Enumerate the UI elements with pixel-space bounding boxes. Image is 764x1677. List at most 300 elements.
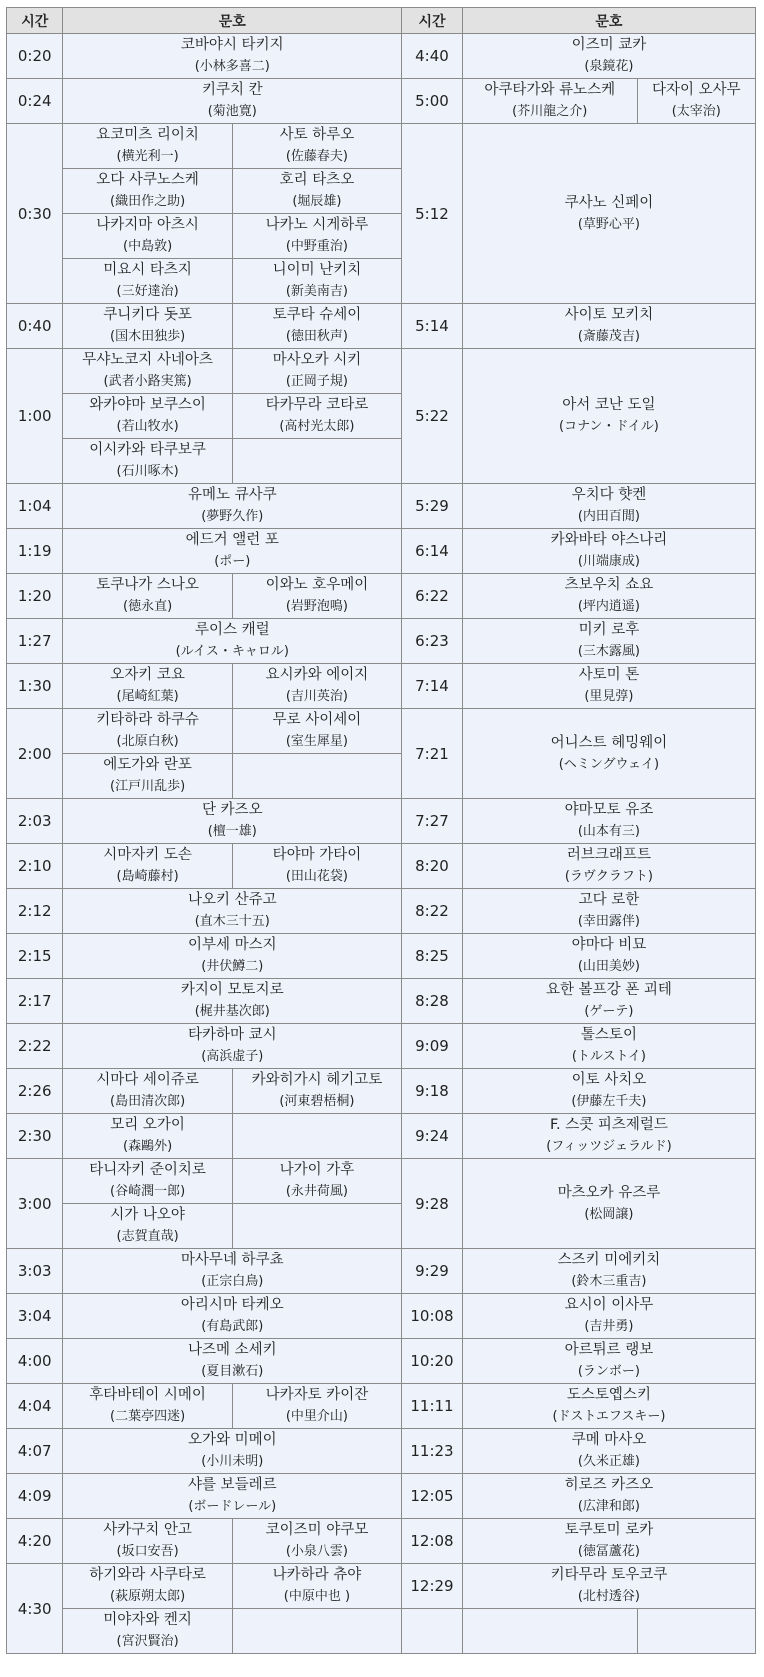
author-cell <box>232 1564 401 1609</box>
author-name: 오자키 코요 <box>110 667 185 683</box>
author-cell <box>63 439 232 484</box>
author-name: 에드거 앨런 포 <box>185 532 279 548</box>
table-row <box>7 1339 756 1384</box>
author-cell <box>63 79 402 124</box>
author-original-name: (室生犀星) <box>285 734 348 749</box>
author-original-name: (松岡譲) <box>584 1206 634 1222</box>
author-cell <box>462 79 637 124</box>
author-cell <box>63 1384 232 1429</box>
time-cell: 4:20 <box>7 1519 63 1564</box>
time-cell: 9:29 <box>402 1249 463 1294</box>
author-cell <box>462 484 755 529</box>
author-original-name: (里見弴) <box>584 689 634 704</box>
time-cell: 11:11 <box>402 1384 463 1429</box>
author-original-name: (内田百閒) <box>577 509 641 524</box>
author-cell <box>63 304 232 349</box>
author-cell <box>63 844 232 889</box>
author-original-name: (川端康成) <box>577 554 641 569</box>
author-name: 키타하라 하쿠슈 <box>96 712 199 728</box>
author-name: F. 스콧 피츠제럴드 <box>549 1117 668 1133</box>
table-row <box>7 79 756 124</box>
time-cell: 1:27 <box>7 619 63 664</box>
time-cell: 4:04 <box>7 1384 63 1429</box>
author-cell <box>63 979 402 1024</box>
author-cell <box>462 709 755 799</box>
author-cell <box>232 349 401 394</box>
time-cell: 9:28 <box>402 1159 463 1249</box>
author-cell <box>63 1069 232 1114</box>
author-name: 나오키 산쥬고 <box>187 892 277 908</box>
author-name: 타야마 가타이 <box>272 847 362 863</box>
author-cell <box>462 1069 755 1114</box>
author-name: 유메노 큐사쿠 <box>187 487 277 503</box>
author-name: 카지이 모토지로 <box>180 982 284 998</box>
author-name: 샤를 보들레르 <box>187 1477 277 1493</box>
author-name: 마사오카 시키 <box>272 352 362 368</box>
table-row <box>7 1474 756 1519</box>
author-original-name: (高村光太郎) <box>279 419 355 434</box>
author-name: 아쿠타가와 류노스케 <box>484 82 616 98</box>
author-cell <box>63 394 232 439</box>
author-original-name: (田山花袋) <box>285 869 348 884</box>
time-cell: 6:23 <box>402 619 463 664</box>
author-cell <box>63 799 402 844</box>
author-name: 오가와 미메이 <box>187 1432 277 1448</box>
author-cell <box>462 1564 755 1609</box>
author-name: 무로 사이세이 <box>272 712 362 728</box>
time-cell: 9:18 <box>402 1069 463 1114</box>
author-schedule-table <box>6 7 756 1654</box>
table-row <box>7 304 756 349</box>
author-cell <box>462 124 755 304</box>
author-name: 시마다 세이쥬로 <box>96 1072 199 1088</box>
author-original-name: (芥川龍之介) <box>512 104 588 119</box>
empty-cell <box>232 1114 401 1159</box>
author-original-name: (久米正雄) <box>577 1454 641 1469</box>
author-original-name: (鈴木三重吉) <box>571 1274 647 1289</box>
author-cell <box>462 1474 755 1519</box>
author-name: 나카자토 카이잔 <box>265 1387 369 1403</box>
time-cell: 4:09 <box>7 1474 63 1519</box>
author-original-name: (ドストエフスキー) <box>552 1409 666 1424</box>
author-name: 요시카와 에이지 <box>265 667 369 683</box>
author-original-name: (ゲーテ) <box>584 1004 634 1019</box>
author-cell <box>63 1024 402 1069</box>
author-original-name: (ポー) <box>214 554 251 569</box>
author-cell <box>462 349 755 484</box>
table-row <box>7 799 756 844</box>
author-name: 다자이 오사무 <box>651 82 741 98</box>
author-name: 우치다 햣켄 <box>571 487 647 503</box>
author-original-name: (草野心平) <box>577 216 641 232</box>
time-cell: 4:00 <box>7 1339 63 1384</box>
author-original-name: (広津和郎) <box>577 1499 641 1514</box>
time-cell: 2:26 <box>7 1069 63 1114</box>
table-row <box>7 1114 756 1159</box>
author-name: 무샤노코지 사네아츠 <box>82 352 213 368</box>
author-original-name: (伊藤左千夫) <box>571 1094 647 1109</box>
author-name: 나가이 가후 <box>279 1162 355 1178</box>
author-name: 어니스트 헤밍웨이 <box>550 734 668 751</box>
author-original-name: (井伏鱒二) <box>201 959 264 974</box>
author-cell <box>232 664 401 709</box>
author-original-name: (北村透谷) <box>577 1589 641 1604</box>
table-row <box>7 979 756 1024</box>
author-cell <box>232 304 401 349</box>
author-original-name: (岩野泡鳴) <box>285 599 348 614</box>
author-original-name: (夢野久作) <box>201 509 264 524</box>
author-name: 에도가와 란포 <box>103 757 192 773</box>
author-cell <box>63 1339 402 1384</box>
time-cell: 8:28 <box>402 979 463 1024</box>
table-row <box>7 1294 756 1339</box>
author-cell <box>63 889 402 934</box>
author-cell <box>232 214 401 259</box>
table-row <box>7 1609 756 1654</box>
header-row <box>7 8 756 34</box>
author-original-name: (吉井勇) <box>584 1319 634 1334</box>
author-original-name: (二葉亭四迷) <box>110 1409 186 1424</box>
author-name: 사토 하루오 <box>279 127 355 143</box>
author-name: 루이스 캐럴 <box>194 622 270 638</box>
author-cell <box>63 1609 232 1654</box>
time-cell: 3:03 <box>7 1249 63 1294</box>
author-original-name: (武者小路実篤) <box>103 374 192 389</box>
author-original-name: (幸田露伴) <box>577 914 641 929</box>
author-cell <box>63 1294 402 1339</box>
author-name: 마사무네 하쿠쵸 <box>180 1252 284 1268</box>
time-cell: 4:40 <box>402 34 463 79</box>
author-original-name: (檀一雄) <box>207 824 257 839</box>
author-name: 시마자키 도손 <box>103 847 192 863</box>
author-original-name: (泉鏡花) <box>584 59 634 74</box>
time-cell: 2:12 <box>7 889 63 934</box>
author-original-name: (河東碧梧桐) <box>279 1094 355 1109</box>
author-original-name: (小泉八雲) <box>285 1544 348 1559</box>
author-name: 호리 타츠오 <box>279 172 355 188</box>
author-name: 마츠오카 유즈루 <box>557 1184 661 1201</box>
table-row <box>7 889 756 934</box>
author-cell <box>63 1429 402 1474</box>
empty-cell <box>402 1609 463 1654</box>
time-cell: 2:00 <box>7 709 63 799</box>
author-cell <box>462 34 755 79</box>
author-original-name: (石川啄木) <box>116 464 179 479</box>
author-name: 사토미 톤 <box>578 667 640 683</box>
table-row <box>7 619 756 664</box>
table-row <box>7 124 756 169</box>
author-name: 토쿠타 슈세이 <box>272 307 362 323</box>
author-original-name: (坪内逍遥) <box>577 599 641 614</box>
table-row <box>7 349 756 394</box>
table-row <box>7 574 756 619</box>
author-cell <box>63 574 232 619</box>
author-original-name: (菊池寛) <box>207 104 257 119</box>
author-original-name: (有島武郎) <box>201 1319 264 1334</box>
time-cell: 2:15 <box>7 934 63 979</box>
table-row <box>7 1384 756 1429</box>
author-cell <box>462 934 755 979</box>
author-original-name: (織田作之助) <box>110 194 186 209</box>
author-name: 오다 사쿠노스케 <box>96 172 199 188</box>
time-cell: 1:00 <box>7 349 63 484</box>
author-original-name: (ラヴクラフト) <box>564 869 654 884</box>
author-original-name: (小林多喜二) <box>194 59 270 74</box>
author-cell <box>232 1069 401 1114</box>
author-name: 코이즈미 야쿠모 <box>265 1522 369 1538</box>
time-cell: 8:25 <box>402 934 463 979</box>
author-original-name: (若山牧水) <box>116 419 179 434</box>
table-row <box>7 1024 756 1069</box>
time-cell: 2:03 <box>7 799 63 844</box>
author-cell <box>462 529 755 574</box>
author-original-name: (夏目漱石) <box>201 1364 264 1379</box>
author-cell <box>63 934 402 979</box>
author-name: 아리시마 타케오 <box>180 1297 284 1313</box>
author-cell <box>63 124 232 169</box>
author-cell <box>63 1114 232 1159</box>
time-cell: 2:17 <box>7 979 63 1024</box>
author-name: 나즈메 소세키 <box>187 1342 277 1358</box>
author-name: 고다 로한 <box>578 892 640 908</box>
time-cell: 7:21 <box>402 709 463 799</box>
author-cell <box>63 709 232 754</box>
author-original-name: (坂口安吾) <box>116 1544 179 1559</box>
author-cell <box>462 889 755 934</box>
author-original-name: (コナン・ドイル) <box>559 419 659 434</box>
author-original-name: (徳永直) <box>123 599 173 614</box>
author-cell <box>63 259 232 304</box>
time-cell: 12:08 <box>402 1519 463 1564</box>
author-original-name: (トルストイ) <box>571 1049 646 1064</box>
author-name: 나카지마 아츠시 <box>96 217 199 233</box>
author-cell <box>232 1519 401 1564</box>
author-original-name: (萩原朔太郎) <box>110 1589 186 1604</box>
author-name: 이즈미 쿄카 <box>571 37 647 53</box>
author-cell <box>462 844 755 889</box>
header-time: 시간 <box>402 8 463 34</box>
author-name: 타카무라 코타로 <box>265 397 369 413</box>
author-original-name: (ボードレール) <box>188 1499 277 1514</box>
author-cell <box>462 664 755 709</box>
author-cell <box>63 1249 402 1294</box>
author-original-name: (ヘミングウェイ) <box>558 756 660 772</box>
time-cell: 2:22 <box>7 1024 63 1069</box>
author-original-name: (徳田秋声) <box>285 329 348 344</box>
table-row <box>7 1429 756 1474</box>
time-cell: 1:20 <box>7 574 63 619</box>
time-cell: 10:08 <box>402 1294 463 1339</box>
author-name: 나카하라 츄야 <box>272 1567 362 1583</box>
author-original-name: (三木露風) <box>577 644 641 659</box>
table-row <box>7 529 756 574</box>
time-cell: 1:19 <box>7 529 63 574</box>
author-name: 미야자와 켄지 <box>103 1612 192 1628</box>
time-cell: 2:10 <box>7 844 63 889</box>
author-original-name: (北原白秋) <box>116 734 179 749</box>
time-cell: 5:29 <box>402 484 463 529</box>
time-cell: 3:04 <box>7 1294 63 1339</box>
time-cell: 5:14 <box>402 304 463 349</box>
author-original-name: (中野重治) <box>285 239 348 254</box>
author-name: 야마다 비묘 <box>571 937 647 953</box>
time-cell: 5:12 <box>402 124 463 304</box>
author-original-name: (中島敦) <box>123 239 173 254</box>
time-cell: 11:23 <box>402 1429 463 1474</box>
time-cell: 6:22 <box>402 574 463 619</box>
author-cell <box>462 1429 755 1474</box>
author-name: 미키 로후 <box>578 622 640 638</box>
time-cell: 0:20 <box>7 34 63 79</box>
time-cell: 4:07 <box>7 1429 63 1474</box>
author-name: 이와노 호우메이 <box>265 577 369 593</box>
time-cell: 1:30 <box>7 664 63 709</box>
author-original-name: (山田美妙) <box>577 959 641 974</box>
author-name: 쿠니키다 돗포 <box>103 307 192 323</box>
author-cell <box>63 1204 232 1249</box>
author-name: 요한 볼프강 폰 괴테 <box>545 982 672 998</box>
author-cell <box>63 529 402 574</box>
time-cell: 0:30 <box>7 124 63 304</box>
table-row <box>7 34 756 79</box>
author-name: 아르튀르 랭보 <box>564 1342 654 1358</box>
author-cell <box>63 214 232 259</box>
author-name: 토쿠토미 로카 <box>564 1522 654 1538</box>
author-name: 톨스토이 <box>580 1027 637 1043</box>
author-name: 아서 코난 도일 <box>562 397 656 413</box>
author-cell <box>462 304 755 349</box>
author-name: 미요시 타츠지 <box>103 262 192 278</box>
header-author: 문호 <box>462 8 755 34</box>
author-name: 사카구치 안고 <box>103 1522 192 1538</box>
author-original-name: (中原中也 ) <box>283 1589 351 1604</box>
table-row <box>7 1159 756 1204</box>
author-original-name: (国木田独歩) <box>110 329 186 344</box>
author-name: 키타무라 토우코쿠 <box>550 1567 668 1583</box>
author-original-name: (宮沢賢治) <box>116 1634 179 1649</box>
author-cell <box>63 1159 232 1204</box>
author-name: 나카노 시게하루 <box>265 217 369 233</box>
author-cell <box>232 1159 401 1204</box>
author-original-name: (中里介山) <box>285 1409 348 1424</box>
author-name: 사이토 모키치 <box>564 307 654 323</box>
author-cell <box>232 844 401 889</box>
table-row <box>7 934 756 979</box>
author-name: 도스토옙스키 <box>566 1387 651 1403</box>
author-original-name: (山本有三) <box>577 824 641 839</box>
author-cell <box>232 124 401 169</box>
author-name: 츠보우치 쇼요 <box>564 577 654 593</box>
author-name: 이시카와 타쿠보쿠 <box>89 442 206 458</box>
table-row <box>7 1519 756 1564</box>
author-cell <box>63 349 232 394</box>
author-original-name: (志賀直哉) <box>116 1229 179 1244</box>
author-cell <box>232 709 401 754</box>
author-cell <box>63 169 232 214</box>
time-cell: 3:00 <box>7 1159 63 1249</box>
author-name: 토쿠나가 스나오 <box>96 577 199 593</box>
author-name: 카와히가시 헤기고토 <box>251 1072 383 1088</box>
author-original-name: (徳冨蘆花) <box>577 1544 641 1559</box>
author-cell <box>232 1384 401 1429</box>
time-cell: 7:27 <box>402 799 463 844</box>
author-name: 타니자키 준이치로 <box>89 1162 206 1178</box>
author-original-name: (島崎藤村) <box>116 869 179 884</box>
table-row <box>7 1249 756 1294</box>
time-cell: 0:24 <box>7 79 63 124</box>
author-cell <box>63 664 232 709</box>
author-name: 카와바타 야스나리 <box>550 532 668 548</box>
author-cell <box>232 259 401 304</box>
author-cell <box>637 79 755 124</box>
author-original-name: (ルイス・キャロル) <box>175 644 289 659</box>
author-original-name: (永井荷風) <box>285 1184 348 1199</box>
author-cell <box>232 169 401 214</box>
author-cell <box>63 1564 232 1609</box>
author-name: 요코미츠 리이치 <box>96 127 199 143</box>
header-time: 시간 <box>7 8 63 34</box>
time-cell: 2:30 <box>7 1114 63 1159</box>
author-original-name: (正宗白鳥) <box>201 1274 264 1289</box>
author-original-name: (堀辰雄) <box>292 194 342 209</box>
author-cell <box>462 1114 755 1159</box>
author-name: 니이미 난키치 <box>272 262 362 278</box>
author-original-name: (江戸川乱歩) <box>110 779 186 794</box>
time-cell: 4:30 <box>7 1564 63 1654</box>
author-original-name: (三好達治) <box>116 284 179 299</box>
author-cell <box>462 1159 755 1249</box>
author-original-name: (佐藤春夫) <box>285 149 348 164</box>
author-name: 모리 오가이 <box>110 1117 185 1133</box>
author-name: 단 카즈오 <box>201 802 263 818</box>
table-row <box>7 484 756 529</box>
author-cell <box>462 1294 755 1339</box>
author-name: 시가 나오야 <box>110 1207 185 1223</box>
empty-cell <box>232 754 401 799</box>
author-original-name: (谷崎潤一郎) <box>110 1184 186 1199</box>
table-row <box>7 1564 756 1609</box>
author-name: 타카하마 쿄시 <box>187 1027 277 1043</box>
author-cell <box>462 979 755 1024</box>
author-original-name: (尾崎紅葉) <box>116 689 179 704</box>
author-cell <box>462 1249 755 1294</box>
empty-cell <box>232 1609 401 1654</box>
author-original-name: (吉川英治) <box>285 689 348 704</box>
author-cell <box>232 394 401 439</box>
table-row <box>7 664 756 709</box>
author-original-name: (森鷗外) <box>123 1139 173 1154</box>
time-cell: 5:22 <box>402 349 463 484</box>
author-cell <box>462 1024 755 1069</box>
time-cell: 7:14 <box>402 664 463 709</box>
author-original-name: (横光利一) <box>116 149 179 164</box>
time-cell: 9:09 <box>402 1024 463 1069</box>
header-author: 문호 <box>63 8 402 34</box>
time-cell: 5:00 <box>402 79 463 124</box>
author-cell <box>63 484 402 529</box>
table-row <box>7 844 756 889</box>
table-row <box>7 709 756 754</box>
time-cell: 1:04 <box>7 484 63 529</box>
author-cell <box>63 754 232 799</box>
author-original-name: (小川未明) <box>201 1454 264 1469</box>
time-cell: 8:22 <box>402 889 463 934</box>
time-cell: 10:20 <box>402 1339 463 1384</box>
empty-cell <box>462 1609 637 1654</box>
author-cell <box>462 1384 755 1429</box>
author-cell <box>462 574 755 619</box>
table-row <box>7 1069 756 1114</box>
